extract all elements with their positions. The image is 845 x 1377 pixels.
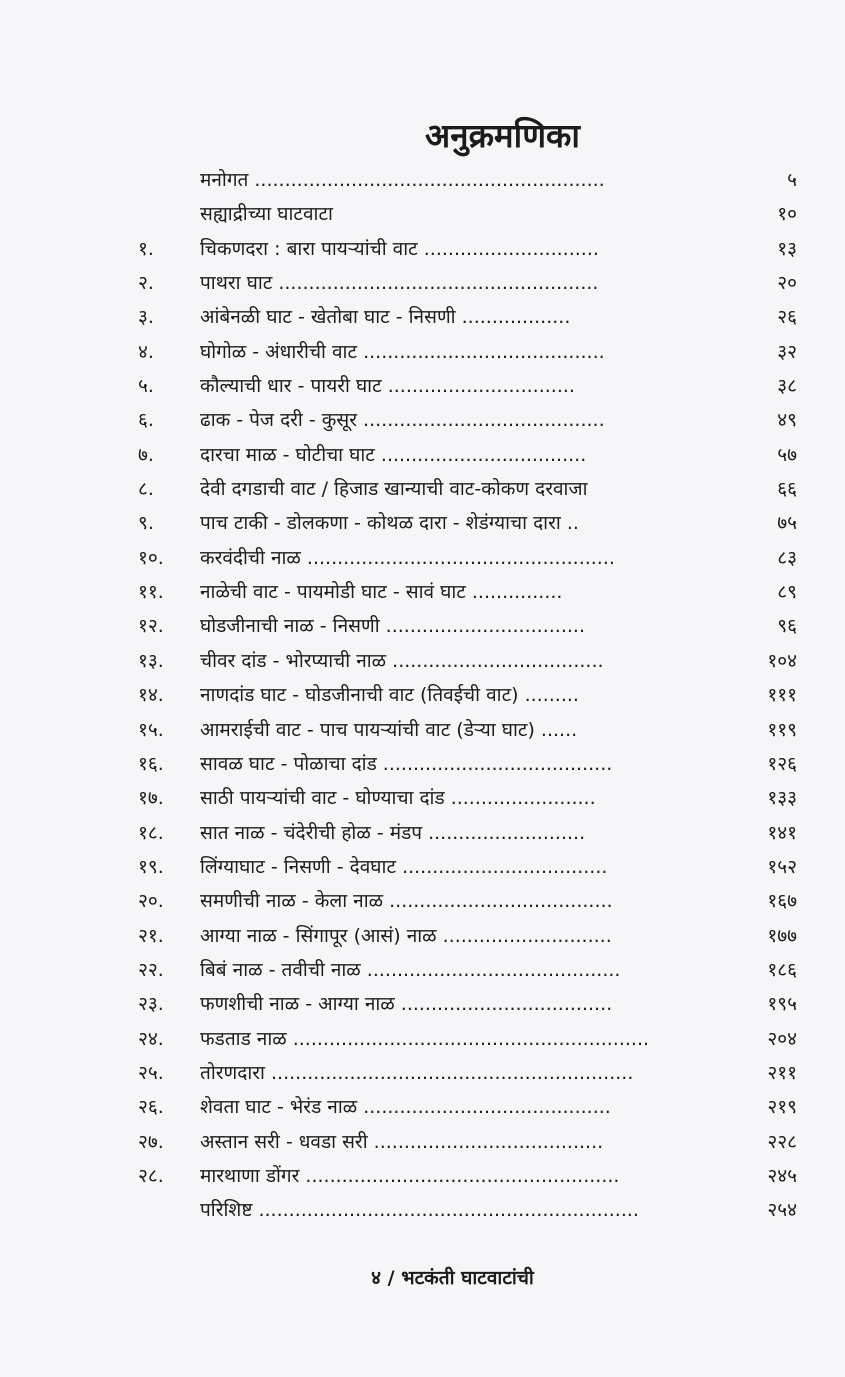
chapter-title: कौल्याची धार - पायरी घाट ...............................: [200, 375, 575, 398]
chapter-title: ढाक - पेज दरी - कुसूर ........................................: [200, 409, 605, 432]
chapter-title: आग्या नाळ - सिंगापूर (आसं) नाळ ............................: [200, 924, 612, 947]
page-number: ८३: [777, 546, 797, 569]
page-number: २०: [777, 272, 797, 295]
page-number: १५२: [767, 855, 797, 878]
toc-row: [0, 438, 845, 472]
toc-row: [0, 644, 845, 678]
toc-row: [0, 816, 845, 850]
page-number: १०४: [767, 649, 797, 672]
chapter-title: मनोगत ..........................................................: [200, 169, 605, 191]
chapter-title: देवी दगडाची वाट / हिजाड खान्याची वाट-कोकण दरवाजा: [200, 478, 588, 501]
page-title: अनुक्रमणिका: [425, 116, 580, 155]
page-number: ७५: [777, 512, 797, 535]
toc-row: [0, 266, 845, 300]
chapter-title: फडताड नाळ ...........................................................: [200, 1027, 650, 1050]
chapter-title: दारचा माळ - घोटीचा घाट ..................................: [200, 443, 587, 466]
page-number: २११: [767, 1061, 797, 1084]
chapter-title: शेवता घाट - भेरंड नाळ .........................................: [200, 1096, 611, 1119]
page-number: २०४: [767, 1027, 797, 1050]
chapter-number: २२.: [138, 958, 164, 981]
chapter-title: सावळ घाट - पोळाचा दांड ......................................: [200, 752, 613, 775]
toc-row: [0, 163, 845, 197]
toc-row: [0, 713, 845, 747]
toc-row: [0, 369, 845, 403]
page-number: २१९: [767, 1096, 797, 1119]
page-number: २६: [777, 306, 797, 329]
toc-row: [0, 300, 845, 334]
chapter-title: मारथाणा डोंगर ....................................................: [200, 1164, 620, 1187]
toc-row: [0, 1056, 845, 1090]
page-number: २२८: [767, 1130, 797, 1153]
page-number: १७७: [767, 924, 797, 947]
chapter-number: ११.: [138, 581, 164, 604]
chapter-title: समणीची नाळ - केला नाळ .....................................: [200, 890, 613, 913]
toc-row: [0, 609, 845, 643]
page-number: २५४: [767, 1199, 797, 1222]
toc-row: [0, 1159, 845, 1193]
toc-row: [0, 1193, 845, 1227]
page-number: १०: [777, 203, 797, 226]
chapter-number: २५.: [138, 1061, 164, 1084]
chapter-number: ३.: [138, 306, 154, 329]
chapter-number: २१.: [138, 924, 164, 947]
toc-row: [0, 541, 845, 575]
toc-row: [0, 781, 845, 815]
chapter-title: तोरणदारा ............................................................: [200, 1061, 634, 1084]
chapter-title: पाच टाकी - डोलकणा - कोथळ दारा - शेडंग्याचा दारा ..: [200, 512, 579, 535]
chapter-number: १५.: [138, 718, 164, 741]
chapter-number: २८.: [138, 1164, 164, 1187]
chapter-title: घोडजीनाची नाळ - निसणी .................................: [200, 615, 585, 638]
chapter-title: परिशिष्ट ...............................................................: [200, 1199, 639, 1222]
toc-row: [0, 1125, 845, 1159]
page-footer: ४ / भटकंती घाटवाटांची: [371, 1267, 534, 1289]
chapter-number: १८.: [138, 821, 164, 844]
chapter-number: १४.: [138, 684, 164, 707]
page-number: ३८: [777, 375, 797, 398]
chapter-title: चीवर दांड - भोरप्याची नाळ ...................................: [200, 649, 604, 672]
page-number: ५: [787, 169, 797, 191]
chapter-title: नाणदांड घाट - घोडजीनाची वाट (तिवईची वाट) .........: [200, 684, 579, 707]
page-number: १६७: [767, 890, 797, 913]
toc-row: [0, 678, 845, 712]
toc-row: [0, 987, 845, 1021]
chapter-title: लिंग्याघाट - निसणी - देवघाट ..................................: [200, 855, 608, 878]
chapter-number: १७.: [138, 787, 164, 810]
page-number: ४९: [777, 409, 797, 432]
toc-row: [0, 884, 845, 918]
chapter-title: करवंदीची नाळ ...................................................: [200, 546, 615, 569]
chapter-title: अस्तान सरी - धवडा सरी ......................................: [200, 1130, 604, 1153]
chapter-number: १२.: [138, 615, 164, 638]
chapter-number: २६.: [138, 1096, 164, 1119]
chapter-title: नाळेची वाट - पायमोडी घाट - सावं घाट ...............: [200, 581, 563, 604]
toc-row: [0, 850, 845, 884]
chapter-number: २७.: [138, 1130, 164, 1153]
page-number: १९५: [767, 993, 797, 1016]
toc-row: [0, 747, 845, 781]
page-number: ८९: [777, 581, 797, 604]
page-number: ९६: [777, 615, 797, 638]
page-number: ५७: [777, 443, 797, 466]
chapter-number: ६.: [138, 409, 154, 432]
toc-row: [0, 575, 845, 609]
toc-row: [0, 506, 845, 540]
chapter-number: १९.: [138, 855, 164, 878]
chapter-title: सात नाळ - चंदेरीची होळ - मंडप ..........................: [200, 821, 586, 844]
page-number: १३३: [767, 787, 797, 810]
page-number: १११: [767, 684, 797, 707]
toc-row: [0, 1090, 845, 1124]
page-number: १२६: [767, 752, 797, 775]
chapter-number: ४.: [138, 340, 154, 363]
chapter-number: २.: [138, 272, 154, 295]
chapter-number: ९.: [138, 512, 154, 535]
chapter-title: सह्याद्रीच्या घाटवाटा: [200, 203, 333, 226]
page-number: १३: [777, 237, 797, 260]
chapter-number: १०.: [138, 546, 164, 569]
chapter-title: चिकणदरा : बारा पायऱ्यांची वाट .............................: [200, 237, 599, 260]
toc-row: [0, 232, 845, 266]
chapter-title: फणशीची नाळ - आग्या नाळ ...................................: [200, 993, 613, 1016]
chapter-number: १३.: [138, 649, 164, 672]
toc-row: [0, 1022, 845, 1056]
chapter-number: ८.: [138, 478, 154, 501]
page-number: १८६: [767, 958, 797, 981]
chapter-number: १.: [138, 237, 154, 260]
chapter-title: आमराईची वाट - पाच पायऱ्यांची वाट (डेऱ्या घाट) ......: [200, 718, 578, 741]
page-number: ६६: [777, 478, 797, 501]
page-number: ३२: [777, 340, 797, 363]
toc-row: [0, 472, 845, 506]
chapter-number: २४.: [138, 1027, 164, 1050]
chapter-title: घोगोळ - अंधारीची वाट ........................................: [200, 340, 605, 363]
chapter-number: ५.: [138, 375, 154, 398]
toc-row: [0, 335, 845, 369]
chapter-title: पाथरा घाट .....................................................: [200, 272, 599, 295]
chapter-title: बिबं नाळ - तवीची नाळ ..........................................: [200, 958, 621, 981]
table-of-contents: [0, 163, 845, 1228]
chapter-number: १६.: [138, 752, 164, 775]
page-number: १४१: [767, 821, 797, 844]
chapter-number: ७.: [138, 443, 154, 466]
toc-row: [0, 953, 845, 987]
page-number: २४५: [767, 1164, 797, 1187]
chapter-number: २०.: [138, 890, 164, 913]
chapter-title: आंबेनळी घाट - खेतोबा घाट - निसणी ..................: [200, 306, 571, 329]
chapter-title: साठी पायऱ्यांची वाट - घोण्याचा दांड ........................: [200, 787, 596, 810]
chapter-number: २३.: [138, 993, 164, 1016]
toc-row: [0, 919, 845, 953]
toc-row: [0, 197, 845, 231]
page-number: ११९: [767, 718, 797, 741]
toc-row: [0, 403, 845, 437]
